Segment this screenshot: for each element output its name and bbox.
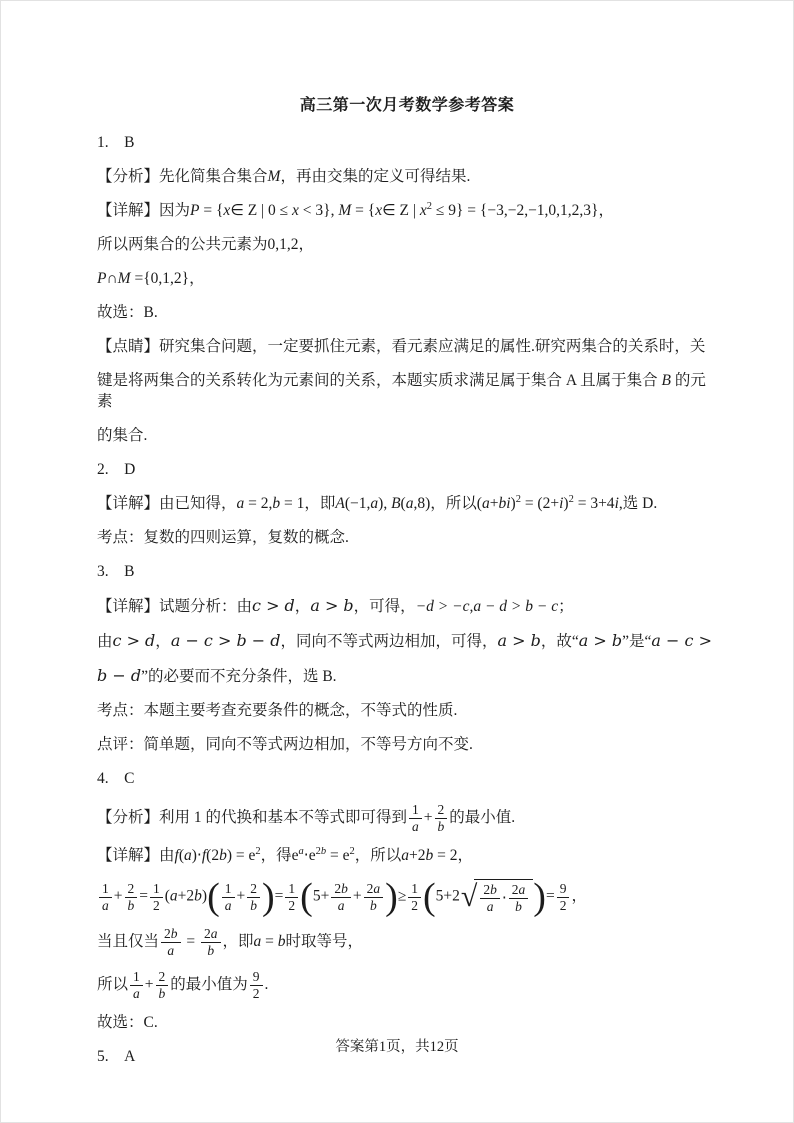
- q1-step-line-1: 所以两集合的公共元素为0,1,2，: [97, 236, 315, 253]
- q2-keypoint-line: 考点：复数的四则运算，复数的概念.: [97, 529, 349, 546]
- q1-step-line-2: P∩M ={0,1,2}，: [97, 270, 205, 287]
- q1-note-line-1: 【点睛】研究集合问题，一定要抓住元素，看元素应满足的属性.研究两集合的关系时，关: [97, 338, 706, 355]
- q1-detail-line: 【详解】因为P = {x∈ Z | 0 ≤ x < 3}, M = {x∈ Z | x2 ≤ 9} = {−3,−2,−1,0,1,2,3}，: [97, 201, 615, 219]
- q4-choice-line: 故选：C.: [97, 1014, 158, 1031]
- page-footer: 答案第1页，共12页: [335, 1039, 459, 1055]
- page-title: 高三第一次月考数学参考答案: [299, 97, 515, 114]
- answer-sheet-content: [97, 95, 717, 1080]
- q3-comment-line: 点评：简单题，同向不等式两边相加，不等号方向不变.: [97, 736, 473, 753]
- q3-answer-line: 3. B: [97, 563, 135, 580]
- q1-note-line-3: 的集合.: [97, 427, 148, 444]
- q2-answer-line: 2. D: [97, 461, 136, 478]
- q5-answer-line: 5. A: [97, 1048, 136, 1065]
- q4-equality-line: 当且仅当 $\frac{2b}{a}$ = $\frac{2a}{b}$ ，即a = b时取等号，: [97, 926, 364, 958]
- q4-formula-line: $\frac{1}{a}$ + $\frac{2}{b}$ = $\frac{1}{2}$ (a+2b)( $\frac{1}{a}$ + $\frac{2}{b}$ )= $\frac{1}{2}$ (5+ $\frac{2b}{a}$ + $\frac{2a}{b}$ )≥ $\frac{1}{2}$ (5+2 √ 2b a ⋅ 2a b )= $\frac{9}{2}$ ，: [97, 879, 717, 915]
- q1-note-line-2: 键是将两集合的关系转化为元素间的关系，本题实质求满足属于集合 A 且属于集合 B 的元素: [97, 372, 706, 410]
- q3-detail-line-1: 【详解】试题分析：由c > d，a > b，可得，−d > −c,a − d > b − c；: [97, 596, 574, 615]
- q3-detail-line-3: b − d”的必要而不充分条件，选 B.: [97, 666, 337, 685]
- q2-detail-line: 【详解】由已知得，a = 2,b = 1，即A(−1,a), B(a,8)，所以(a+bi)2 = (2+i)2 = 3+4i,选 D.: [97, 494, 658, 512]
- q4-detail-line: 【详解】由f(a)⋅f(2b) = e2，得ea⋅e2b = e2，所以a+2b = 2，: [97, 846, 473, 864]
- q3-detail-line-2: 由c > d，a − c > b − d，同向不等式两边相加，可得，a > b，故“a > b”是“a − c >: [97, 631, 712, 650]
- q3-keypoint-line: 考点：本题主要考查充要条件的概念，不等式的性质.: [97, 702, 458, 719]
- q1-analysis-line: 【分析】先化简集合集合M，再由交集的定义可得结果.: [97, 168, 471, 185]
- q4-answer-line: 4. C: [97, 770, 135, 787]
- q4-analysis-line: 【分析】利用 1 的代换和基本不等式即可得到 $\frac{1}{a}$ + $\frac{2}{b}$ 的最小值.: [97, 802, 516, 834]
- q1-answer-line: 1. B: [97, 134, 135, 151]
- q4-conclusion-line: 所以 $\frac{1}{a}$ + $\frac{2}{b}$ 的最小值为 $\frac{9}{2}$ .: [97, 969, 269, 1001]
- q1-choice-line: 故选：B.: [97, 304, 158, 321]
